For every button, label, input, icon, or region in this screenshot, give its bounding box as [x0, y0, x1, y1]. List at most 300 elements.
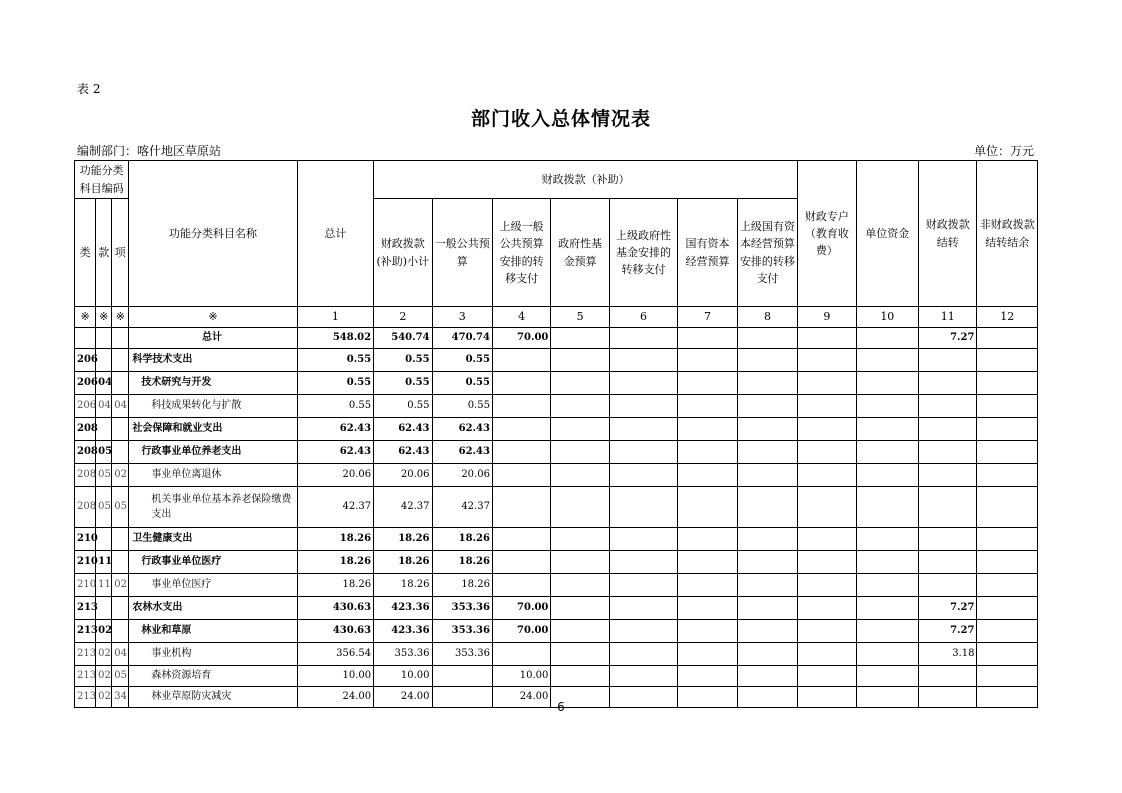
fiscal-subtotal-cell: 10.00: [374, 666, 432, 687]
fiscal-carryover-cell: 7.27: [919, 597, 977, 620]
code-xiang-cell: [112, 349, 129, 372]
gov-fund-cell: [551, 418, 609, 441]
nonfiscal-carryover-cell: [977, 643, 1038, 666]
state-capital-cell: [678, 349, 737, 372]
code-xiang-cell: [112, 418, 129, 441]
index-cell: ※: [112, 307, 129, 328]
nonfiscal-carryover-cell: [977, 328, 1038, 349]
code-kuan-cell: 05: [96, 464, 112, 487]
total-cell: 20.06: [297, 464, 374, 487]
nonfiscal-carryover-cell: [977, 620, 1038, 643]
code-xiang-cell: 05: [112, 487, 129, 528]
nonfiscal-carryover-cell: [977, 574, 1038, 597]
fiscal-special-cell: [798, 372, 856, 395]
fiscal-subtotal-cell: 423.36: [374, 620, 432, 643]
nonfiscal-carryover-cell: [977, 418, 1038, 441]
code-lei-cell: 210: [75, 574, 96, 597]
general-budget-cell: 0.55: [432, 349, 492, 372]
upper-general-transfer-cell: [492, 487, 550, 528]
name-cell: 森林资源培育: [129, 666, 297, 687]
unit-funds-cell: [856, 395, 918, 418]
code-xiang-cell: 05: [112, 666, 129, 687]
code-kuan-cell: [96, 528, 112, 551]
nonfiscal-carryover-cell: [977, 349, 1038, 372]
code-lei-cell: 213: [75, 666, 96, 687]
upper-general-transfer-cell: 24.00: [492, 687, 550, 708]
total-cell: 0.55: [297, 395, 374, 418]
state-capital-cell: [678, 666, 737, 687]
upper-general-transfer-cell: [492, 643, 550, 666]
nonfiscal-carryover-cell: [977, 464, 1038, 487]
code-xiang-cell: 04: [112, 395, 129, 418]
unit-funds-cell: [856, 597, 918, 620]
code-kuan-cell: [96, 597, 112, 620]
code-kuan-cell: [96, 349, 112, 372]
general-budget-cell: [432, 666, 492, 687]
code-kuan-cell: 02: [96, 620, 112, 643]
table-row: [75, 372, 1038, 395]
code-xiang-cell: [112, 551, 129, 574]
fiscal-subtotal-cell: 353.36: [374, 643, 432, 666]
fiscal-subtotal-cell: 18.26: [374, 528, 432, 551]
header-xiang: 项: [112, 199, 129, 307]
fiscal-subtotal-cell: 20.06: [374, 464, 432, 487]
unit-funds-cell: [856, 574, 918, 597]
code-xiang-cell: [112, 441, 129, 464]
unit-funds-cell: [856, 464, 918, 487]
upper-gov-fund-transfer-cell: [609, 395, 677, 418]
name-cell: 科技成果转化与扩散: [129, 395, 297, 418]
fiscal-special-cell: [798, 441, 856, 464]
index-cell: 7: [678, 307, 737, 328]
table-row: [75, 574, 1038, 597]
upper-general-transfer-cell: [492, 395, 550, 418]
gov-fund-cell: [551, 666, 609, 687]
table-row: [75, 528, 1038, 551]
fiscal-subtotal-cell: 62.43: [374, 441, 432, 464]
state-capital-cell: [678, 643, 737, 666]
gov-fund-cell: [551, 464, 609, 487]
fiscal-subtotal-cell: 0.55: [374, 349, 432, 372]
table-row: [75, 464, 1038, 487]
unit-funds-cell: [856, 551, 918, 574]
fiscal-carryover-cell: [919, 574, 977, 597]
fiscal-carryover-cell: [919, 372, 977, 395]
upper-gov-fund-transfer-cell: [609, 574, 677, 597]
nonfiscal-carryover-cell: [977, 372, 1038, 395]
upper-gov-fund-transfer-cell: [609, 487, 677, 528]
state-capital-cell: [678, 528, 737, 551]
header-state-capital: 国有资本经营预算: [678, 199, 737, 307]
code-xiang-cell: 02: [112, 574, 129, 597]
state-capital-cell: [678, 464, 737, 487]
upper-general-transfer-cell: [492, 464, 550, 487]
upper-state-capital-transfer-cell: [737, 487, 797, 528]
header-func-code: 功能分类科目编码: [75, 161, 129, 199]
general-budget-cell: 42.37: [432, 487, 492, 528]
code-kuan-cell: 04: [96, 372, 112, 395]
name-cell: 行政事业单位医疗: [129, 551, 297, 574]
unit-funds-cell: [856, 666, 918, 687]
table-label: 表 2: [77, 82, 101, 96]
upper-general-transfer-cell: [492, 372, 550, 395]
table-row: [75, 349, 1038, 372]
code-lei-cell: [75, 328, 96, 349]
name-cell: 事业单位医疗: [129, 574, 297, 597]
upper-general-transfer-cell: [492, 528, 550, 551]
fiscal-special-cell: [798, 620, 856, 643]
fiscal-special-cell: [798, 643, 856, 666]
code-kuan-cell: 04: [96, 395, 112, 418]
upper-general-transfer-cell: [492, 349, 550, 372]
header-fiscal-carryover: 财政拨款结转: [919, 161, 977, 307]
general-budget-cell: 353.36: [432, 643, 492, 666]
code-kuan-cell: 11: [96, 551, 112, 574]
code-kuan-cell: 02: [96, 666, 112, 687]
code-kuan-cell: 05: [96, 487, 112, 528]
total-cell: 10.00: [297, 666, 374, 687]
fiscal-special-cell: [798, 487, 856, 528]
code-xiang-cell: [112, 620, 129, 643]
income-table: [74, 160, 1038, 708]
nonfiscal-carryover-cell: [977, 441, 1038, 464]
general-budget-cell: 18.26: [432, 574, 492, 597]
name-cell: 机关事业单位基本养老保险缴费支出: [129, 487, 297, 528]
code-xiang-cell: [112, 597, 129, 620]
state-capital-cell: [678, 395, 737, 418]
code-lei-cell: 206: [75, 349, 96, 372]
code-lei-cell: 213: [75, 643, 96, 666]
code-lei-cell: 213: [75, 620, 96, 643]
total-cell: 62.43: [297, 418, 374, 441]
name-cell: 行政事业单位养老支出: [129, 441, 297, 464]
state-capital-cell: [678, 574, 737, 597]
fiscal-subtotal-cell: 18.26: [374, 551, 432, 574]
upper-general-transfer-cell: 70.00: [492, 620, 550, 643]
index-row: [75, 307, 1038, 328]
total-cell: 548.02: [297, 328, 374, 349]
unit-funds-cell: [856, 528, 918, 551]
upper-gov-fund-transfer-cell: [609, 328, 677, 349]
fiscal-special-cell: [798, 349, 856, 372]
header-fiscal-group: 财政拨款（补助）: [374, 161, 798, 199]
name-cell: 农林水支出: [129, 597, 297, 620]
header-func-name: 功能分类科目名称: [129, 161, 297, 307]
gov-fund-cell: [551, 328, 609, 349]
header-kuan: 款: [96, 199, 112, 307]
page-title: 部门收入总体情况表: [470, 108, 651, 130]
nonfiscal-carryover-cell: [977, 528, 1038, 551]
header-unit-funds: 单位资金: [856, 161, 918, 307]
name-cell: 社会保障和就业支出: [129, 418, 297, 441]
code-lei-cell: 208: [75, 441, 96, 464]
index-cell: 5: [551, 307, 609, 328]
unit-funds-cell: [856, 418, 918, 441]
name-cell: 总计: [129, 328, 297, 349]
code-lei-cell: 206: [75, 395, 96, 418]
upper-general-transfer-cell: [492, 551, 550, 574]
fiscal-carryover-cell: [919, 487, 977, 528]
upper-gov-fund-transfer-cell: [609, 464, 677, 487]
header-total: 总计: [297, 161, 374, 307]
unit-funds-cell: [856, 620, 918, 643]
upper-gov-fund-transfer-cell: [609, 441, 677, 464]
index-cell: 3: [432, 307, 492, 328]
total-cell: 18.26: [297, 551, 374, 574]
nonfiscal-carryover-cell: [977, 395, 1038, 418]
state-capital-cell: [678, 620, 737, 643]
general-budget-cell: 18.26: [432, 551, 492, 574]
state-capital-cell: [678, 441, 737, 464]
code-lei-cell: 210: [75, 528, 96, 551]
general-budget-cell: 353.36: [432, 597, 492, 620]
fiscal-special-cell: [798, 328, 856, 349]
table-row: [75, 620, 1038, 643]
table-row: [75, 666, 1038, 687]
code-kuan-cell: 05: [96, 441, 112, 464]
fiscal-carryover-cell: 7.27: [919, 620, 977, 643]
name-cell: 林业和草原: [129, 620, 297, 643]
header-upper-state-capital-transfer: 上级国有资本经营预算安排的转移支付: [737, 199, 797, 307]
general-budget-cell: 353.36: [432, 620, 492, 643]
fiscal-special-cell: [798, 528, 856, 551]
fiscal-carryover-cell: [919, 349, 977, 372]
unit-funds-cell: [856, 643, 918, 666]
upper-gov-fund-transfer-cell: [609, 349, 677, 372]
index-cell: 10: [856, 307, 918, 328]
upper-gov-fund-transfer-cell: [609, 666, 677, 687]
fiscal-subtotal-cell: 0.55: [374, 395, 432, 418]
fiscal-special-cell: [798, 574, 856, 597]
page-number: 6: [557, 700, 565, 714]
state-capital-cell: [678, 328, 737, 349]
fiscal-carryover-cell: 7.27: [919, 328, 977, 349]
upper-gov-fund-transfer-cell: [609, 528, 677, 551]
general-budget-cell: 470.74: [432, 328, 492, 349]
unit-funds-cell: [856, 441, 918, 464]
gov-fund-cell: [551, 372, 609, 395]
table-row: [75, 418, 1038, 441]
index-cell: 1: [297, 307, 374, 328]
index-cell: ※: [129, 307, 297, 328]
code-lei-cell: 210: [75, 551, 96, 574]
index-cell: 2: [374, 307, 432, 328]
header-upper-gov-fund-transfer: 上级政府性基金安排的转移支付: [609, 199, 677, 307]
general-budget-cell: 0.55: [432, 372, 492, 395]
table-row: [75, 395, 1038, 418]
code-lei-cell: 206: [75, 372, 96, 395]
department-label: 编制部门：喀什地区草原站: [77, 144, 222, 158]
upper-general-transfer-cell: [492, 441, 550, 464]
total-cell: 42.37: [297, 487, 374, 528]
nonfiscal-carryover-cell: [977, 666, 1038, 687]
unit-funds-cell: [856, 487, 918, 528]
name-cell: 科学技术支出: [129, 349, 297, 372]
name-cell: 卫生健康支出: [129, 528, 297, 551]
upper-general-transfer-cell: 70.00: [492, 328, 550, 349]
total-cell: 24.00: [297, 687, 374, 708]
fiscal-subtotal-cell: 62.43: [374, 418, 432, 441]
upper-state-capital-transfer-cell: [737, 372, 797, 395]
header-upper-general-transfer: 上级一般公共预算安排的转移支付: [492, 199, 550, 307]
index-cell: ※: [96, 307, 112, 328]
code-kuan-cell: [96, 418, 112, 441]
upper-gov-fund-transfer-cell: [609, 372, 677, 395]
gov-fund-cell: [551, 528, 609, 551]
code-kuan-cell: 11: [96, 574, 112, 597]
state-capital-cell: [678, 418, 737, 441]
fiscal-carryover-cell: [919, 441, 977, 464]
upper-state-capital-transfer-cell: [737, 395, 797, 418]
fiscal-special-cell: [798, 597, 856, 620]
name-cell: 事业单位离退休: [129, 464, 297, 487]
upper-state-capital-transfer-cell: [737, 528, 797, 551]
index-cell: 8: [737, 307, 797, 328]
unit-funds-cell: [856, 372, 918, 395]
code-kuan-cell: [96, 328, 112, 349]
table-row: [75, 551, 1038, 574]
upper-state-capital-transfer-cell: [737, 620, 797, 643]
index-cell: ※: [75, 307, 96, 328]
fiscal-special-cell: [798, 666, 856, 687]
code-lei-cell: 213: [75, 597, 96, 620]
gov-fund-cell: [551, 349, 609, 372]
table-row: [75, 441, 1038, 464]
upper-gov-fund-transfer-cell: [609, 643, 677, 666]
code-kuan-cell: 02: [96, 643, 112, 666]
fiscal-special-cell: [798, 418, 856, 441]
code-kuan-cell: 02: [96, 687, 112, 708]
upper-state-capital-transfer-cell: [737, 418, 797, 441]
general-budget-cell: 0.55: [432, 395, 492, 418]
unit-funds-cell: [856, 328, 918, 349]
general-budget-cell: 62.43: [432, 441, 492, 464]
upper-state-capital-transfer-cell: [737, 666, 797, 687]
upper-general-transfer-cell: 10.00: [492, 666, 550, 687]
code-xiang-cell: 04: [112, 643, 129, 666]
index-cell: 6: [609, 307, 677, 328]
table-row: [75, 487, 1038, 528]
code-xiang-cell: [112, 328, 129, 349]
upper-state-capital-transfer-cell: [737, 349, 797, 372]
upper-state-capital-transfer-cell: [737, 643, 797, 666]
total-cell: 62.43: [297, 441, 374, 464]
gov-fund-cell: [551, 620, 609, 643]
state-capital-cell: [678, 551, 737, 574]
gov-fund-cell: [551, 643, 609, 666]
code-lei-cell: 208: [75, 418, 96, 441]
gov-fund-cell: [551, 487, 609, 528]
nonfiscal-carryover-cell: [977, 597, 1038, 620]
unit-label: 单位：万元: [973, 144, 1034, 158]
header-fiscal-subtotal: 财政拨款(补助)小计: [374, 199, 432, 307]
general-budget-cell: 18.26: [432, 528, 492, 551]
code-lei-cell: 208: [75, 487, 96, 528]
table-row: [75, 328, 1038, 349]
total-cell: 356.54: [297, 643, 374, 666]
header-gov-fund: 政府性基金预算: [551, 199, 609, 307]
general-budget-cell: 20.06: [432, 464, 492, 487]
total-cell: 18.26: [297, 574, 374, 597]
total-cell: 18.26: [297, 528, 374, 551]
header-fiscal-special: 财政专户（教育收费）: [798, 161, 856, 307]
state-capital-cell: [678, 372, 737, 395]
total-cell: 0.55: [297, 349, 374, 372]
fiscal-subtotal-cell: 42.37: [374, 487, 432, 528]
fiscal-subtotal-cell: 24.00: [374, 687, 432, 708]
upper-gov-fund-transfer-cell: [609, 551, 677, 574]
code-xiang-cell: 34: [112, 687, 129, 708]
table-row: [75, 597, 1038, 620]
code-xiang-cell: [112, 372, 129, 395]
nonfiscal-carryover-cell: [977, 487, 1038, 528]
name-cell: 事业机构: [129, 643, 297, 666]
fiscal-special-cell: [798, 551, 856, 574]
name-cell: 林业草原防灾减灾: [129, 687, 297, 708]
upper-general-transfer-cell: 70.00: [492, 597, 550, 620]
upper-gov-fund-transfer-cell: [609, 597, 677, 620]
total-cell: 430.63: [297, 597, 374, 620]
fiscal-special-cell: [798, 395, 856, 418]
fiscal-carryover-cell: [919, 395, 977, 418]
code-lei-cell: 213: [75, 687, 96, 708]
table-row: [75, 643, 1038, 666]
header-lei: 类: [75, 199, 96, 307]
code-lei-cell: 208: [75, 464, 96, 487]
gov-fund-cell: [551, 574, 609, 597]
state-capital-cell: [678, 487, 737, 528]
upper-state-capital-transfer-cell: [737, 441, 797, 464]
total-cell: 430.63: [297, 620, 374, 643]
gov-fund-cell: [551, 551, 609, 574]
fiscal-carryover-cell: [919, 666, 977, 687]
general-budget-cell: 62.43: [432, 418, 492, 441]
header-nonfiscal-carryover: 非财政拨款结转结余: [977, 161, 1038, 307]
upper-general-transfer-cell: [492, 574, 550, 597]
upper-state-capital-transfer-cell: [737, 551, 797, 574]
upper-gov-fund-transfer-cell: [609, 620, 677, 643]
index-cell: 4: [492, 307, 550, 328]
gov-fund-cell: [551, 441, 609, 464]
unit-funds-cell: [856, 349, 918, 372]
upper-gov-fund-transfer-cell: [609, 418, 677, 441]
fiscal-carryover-cell: [919, 464, 977, 487]
upper-state-capital-transfer-cell: [737, 328, 797, 349]
index-cell: 9: [798, 307, 856, 328]
name-cell: 技术研究与开发: [129, 372, 297, 395]
gov-fund-cell: [551, 395, 609, 418]
fiscal-carryover-cell: [919, 528, 977, 551]
header-general-budget: 一般公共预算: [432, 199, 492, 307]
code-xiang-cell: [112, 528, 129, 551]
upper-state-capital-transfer-cell: [737, 597, 797, 620]
nonfiscal-carryover-cell: [977, 551, 1038, 574]
fiscal-carryover-cell: [919, 418, 977, 441]
upper-state-capital-transfer-cell: [737, 574, 797, 597]
fiscal-subtotal-cell: 423.36: [374, 597, 432, 620]
upper-state-capital-transfer-cell: [737, 464, 797, 487]
upper-general-transfer-cell: [492, 418, 550, 441]
total-cell: 0.55: [297, 372, 374, 395]
index-cell: 12: [977, 307, 1038, 328]
index-cell: 11: [919, 307, 977, 328]
gov-fund-cell: [551, 597, 609, 620]
code-xiang-cell: 02: [112, 464, 129, 487]
fiscal-subtotal-cell: 0.55: [374, 372, 432, 395]
fiscal-carryover-cell: 3.18: [919, 643, 977, 666]
state-capital-cell: [678, 597, 737, 620]
fiscal-subtotal-cell: 540.74: [374, 328, 432, 349]
